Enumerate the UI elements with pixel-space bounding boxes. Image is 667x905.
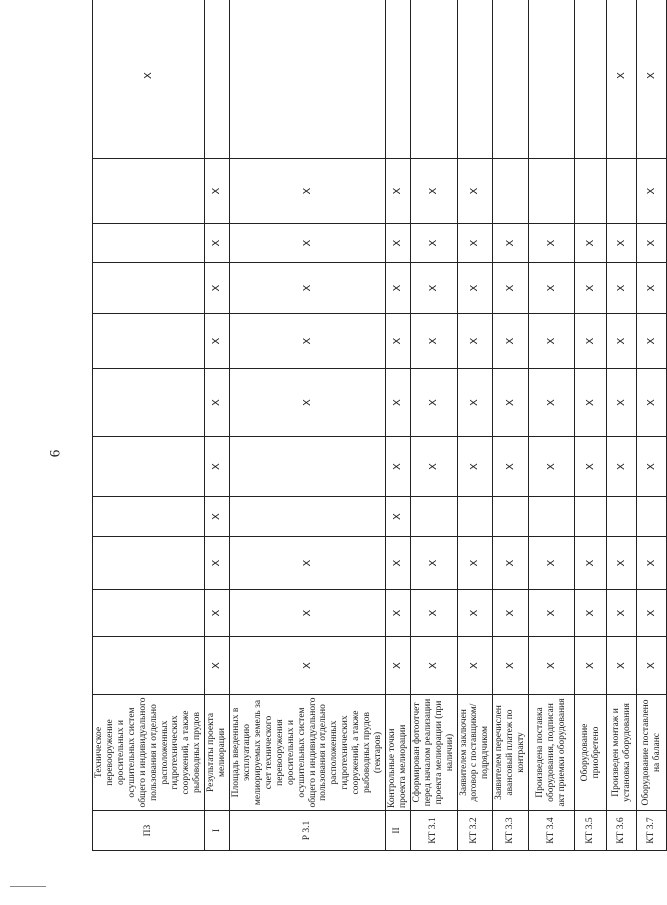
cross-mark: X — [211, 337, 223, 345]
cross-mark: X — [545, 284, 557, 292]
cross-mark: X — [504, 399, 516, 406]
cross-mark: X — [584, 399, 596, 406]
mark-cell — [457, 159, 493, 224]
mark-cell — [93, 314, 205, 369]
mark-cell — [230, 0, 386, 159]
mark-cell — [457, 369, 493, 437]
cross-mark: X — [301, 187, 313, 195]
row-code: КТ 3.1 — [410, 811, 457, 851]
mark-cell — [575, 637, 607, 695]
cross-mark: X — [545, 463, 557, 470]
cross-mark: X — [615, 609, 627, 617]
mark-cell — [493, 637, 529, 695]
mark-cell — [637, 159, 667, 224]
row-name: Оборудование приобретено — [575, 695, 607, 811]
cross-mark: X — [615, 72, 627, 79]
cross-mark: X — [211, 559, 223, 567]
cross-mark: X — [211, 284, 223, 292]
cross-mark: X — [392, 662, 404, 669]
mark-cell — [457, 437, 493, 497]
mark-cell — [230, 159, 386, 224]
mark-cell — [493, 537, 529, 590]
mark-cell — [575, 0, 607, 159]
mark-cell — [93, 437, 205, 497]
row-code: КТ 3.7 — [637, 811, 667, 851]
mark-cell — [410, 497, 457, 537]
row-name: Оборудование поставлено на баланс — [637, 695, 667, 811]
cross-mark: X — [211, 239, 223, 247]
mark-cell — [607, 437, 637, 497]
cross-mark: X — [504, 463, 516, 470]
cross-mark: X — [301, 609, 313, 617]
row-code: Р 3.1 — [230, 811, 386, 851]
row-code: КТ 3.4 — [529, 811, 575, 851]
cross-mark: X — [504, 559, 516, 567]
mark-cell — [205, 497, 230, 537]
mark-cell — [93, 590, 205, 637]
cross-mark: X — [211, 399, 223, 406]
table-row — [457, 0, 493, 851]
table-row — [575, 0, 607, 851]
mark-cell — [385, 369, 410, 437]
cross-mark: X — [427, 463, 439, 470]
row-code: КТ 3.3 — [493, 811, 529, 851]
cross-mark: X — [545, 662, 557, 669]
cross-mark: X — [584, 463, 596, 470]
mark-cell — [205, 263, 230, 314]
mark-cell — [637, 314, 667, 369]
page-number: 6 — [47, 449, 64, 458]
cross-mark: X — [427, 284, 439, 292]
mark-cell — [385, 263, 410, 314]
cross-mark: X — [142, 72, 154, 79]
mark-cell — [607, 537, 637, 590]
row-code: II — [385, 811, 410, 851]
table-row — [493, 0, 529, 851]
table-body — [93, 0, 667, 851]
cross-mark: X — [504, 239, 516, 247]
mark-cell — [385, 537, 410, 590]
mark-cell — [93, 637, 205, 695]
cross-mark: X — [615, 284, 627, 292]
cross-mark: X — [545, 399, 557, 406]
mark-cell — [93, 224, 205, 263]
mark-cell — [575, 497, 607, 537]
mark-cell — [410, 369, 457, 437]
cross-mark: X — [615, 399, 627, 406]
mark-cell — [457, 537, 493, 590]
mark-cell — [457, 314, 493, 369]
mark-cell — [493, 497, 529, 537]
table-row — [607, 0, 637, 851]
mark-cell — [529, 159, 575, 224]
mark-cell — [637, 0, 667, 159]
mark-cell — [529, 0, 575, 159]
mark-cell — [385, 497, 410, 537]
mark-cell — [637, 637, 667, 695]
row-name: Заявителем заключен договор с поставщиком/подрядчиком — [457, 695, 493, 811]
mark-cell — [205, 437, 230, 497]
mark-cell — [230, 497, 386, 537]
cross-mark: X — [645, 662, 657, 669]
cross-mark: X — [645, 399, 657, 406]
cross-mark: X — [504, 662, 516, 669]
row-code: ПЗ — [93, 811, 205, 851]
cross-mark: X — [301, 239, 313, 247]
mark-cell — [93, 159, 205, 224]
cross-mark: X — [645, 559, 657, 567]
mark-cell — [205, 369, 230, 437]
mark-cell — [607, 637, 637, 695]
mark-cell — [493, 159, 529, 224]
mark-cell — [385, 437, 410, 497]
mark-cell — [529, 437, 575, 497]
mark-cell — [410, 263, 457, 314]
mark-cell — [607, 497, 637, 537]
mark-cell — [385, 314, 410, 369]
cross-mark: X — [469, 609, 481, 617]
row-code: I — [205, 811, 230, 851]
mark-cell — [230, 437, 386, 497]
cross-mark: X — [211, 513, 223, 520]
mark-cell — [410, 637, 457, 695]
mark-cell — [457, 497, 493, 537]
table-row — [410, 0, 457, 851]
cross-mark: X — [469, 559, 481, 567]
mark-cell — [385, 637, 410, 695]
mark-cell — [529, 369, 575, 437]
table-row — [529, 0, 575, 851]
cross-mark: X — [469, 662, 481, 669]
mark-cell — [93, 263, 205, 314]
cross-mark: X — [645, 609, 657, 617]
mark-cell — [607, 369, 637, 437]
mark-cell — [607, 159, 637, 224]
cross-mark: X — [545, 337, 557, 345]
cross-mark: X — [645, 239, 657, 247]
row-name: Результаты проекта мелиорации — [205, 695, 230, 811]
cross-mark: X — [392, 463, 404, 470]
cross-mark: X — [469, 463, 481, 470]
mark-cell — [607, 590, 637, 637]
mark-cell — [637, 590, 667, 637]
mark-cell — [385, 0, 410, 159]
mark-cell — [457, 224, 493, 263]
mark-cell — [410, 159, 457, 224]
row-name: Площадь введенных в эксплуатацию мелиорируемых земель за счет технического перевооружения оросительных и осушительных систем общего и индивидуального пользования и отдельно расположенных гидротехнических сооружений, а также рыбоводных прудов (гектаров) — [230, 695, 386, 811]
mark-cell — [205, 0, 230, 159]
mark-cell — [529, 537, 575, 590]
rotated-table-frame — [92, 33, 662, 851]
mark-cell — [205, 159, 230, 224]
mark-cell — [230, 369, 386, 437]
mark-cell — [493, 590, 529, 637]
mark-cell — [205, 537, 230, 590]
row-name: Заявителем перечислен авансовый платеж по контракту — [493, 695, 529, 811]
mark-cell — [607, 314, 637, 369]
mark-cell — [637, 497, 667, 537]
mark-cell — [410, 314, 457, 369]
mark-cell — [410, 0, 457, 159]
cross-mark: X — [469, 284, 481, 292]
mark-cell — [457, 637, 493, 695]
cross-mark: X — [211, 662, 223, 669]
cross-mark: X — [427, 337, 439, 345]
cross-mark: X — [392, 513, 404, 520]
mark-cell — [230, 537, 386, 590]
mark-cell — [575, 437, 607, 497]
cross-mark: X — [301, 559, 313, 567]
cross-mark: X — [469, 337, 481, 345]
mark-cell — [230, 637, 386, 695]
mark-cell — [637, 224, 667, 263]
cross-mark: X — [615, 239, 627, 247]
mark-cell — [410, 590, 457, 637]
cross-mark: X — [301, 284, 313, 292]
mark-cell — [205, 224, 230, 263]
row-code: КТ 3.6 — [607, 811, 637, 851]
mark-cell — [529, 497, 575, 537]
mark-cell — [385, 159, 410, 224]
mark-cell — [607, 0, 637, 159]
mark-cell — [457, 263, 493, 314]
table-row — [385, 0, 410, 851]
row-name: Произведена поставка оборудования, подписан акт приемки оборудования — [529, 695, 575, 811]
cross-mark: X — [301, 662, 313, 669]
mark-cell — [575, 314, 607, 369]
mark-cell — [205, 314, 230, 369]
scan-edge-mark — [10, 886, 46, 887]
mark-cell — [637, 369, 667, 437]
mark-cell — [493, 369, 529, 437]
mark-cell — [230, 263, 386, 314]
cross-mark: X — [504, 337, 516, 345]
cross-mark: X — [427, 662, 439, 669]
cross-mark: X — [427, 399, 439, 406]
cross-mark: X — [301, 399, 313, 406]
mark-cell — [385, 224, 410, 263]
mark-cell — [230, 314, 386, 369]
mark-cell — [575, 537, 607, 590]
mark-cell — [493, 263, 529, 314]
schedule-table — [92, 0, 667, 851]
mark-cell — [457, 590, 493, 637]
cross-mark: X — [504, 609, 516, 617]
mark-cell — [410, 437, 457, 497]
mark-cell — [205, 590, 230, 637]
mark-cell — [205, 637, 230, 695]
mark-cell — [575, 369, 607, 437]
cross-mark: X — [645, 187, 657, 195]
mark-cell — [93, 537, 205, 590]
table-row — [637, 0, 667, 851]
cross-mark: X — [645, 72, 657, 79]
mark-cell — [385, 590, 410, 637]
mark-cell — [93, 497, 205, 537]
cross-mark: X — [301, 337, 313, 345]
mark-cell — [607, 263, 637, 314]
cross-mark: X — [427, 559, 439, 567]
mark-cell — [529, 314, 575, 369]
mark-cell — [410, 224, 457, 263]
cross-mark: X — [469, 239, 481, 247]
mark-cell — [93, 0, 205, 159]
mark-cell — [230, 590, 386, 637]
mark-cell — [575, 590, 607, 637]
cross-mark: X — [645, 337, 657, 345]
row-name: Произведен монтаж и установка оборудования — [607, 695, 637, 811]
mark-cell — [410, 537, 457, 590]
cross-mark: X — [545, 559, 557, 567]
cross-mark: X — [427, 609, 439, 617]
cross-mark: X — [545, 609, 557, 617]
cross-mark: X — [645, 463, 657, 470]
mark-cell — [637, 437, 667, 497]
cross-mark: X — [584, 609, 596, 617]
cross-mark: X — [645, 284, 657, 292]
mark-cell — [493, 0, 529, 159]
cross-mark: X — [584, 337, 596, 345]
mark-cell — [575, 263, 607, 314]
table-row — [205, 0, 230, 851]
cross-mark: X — [392, 187, 404, 195]
table-row — [230, 0, 386, 851]
mark-cell — [457, 0, 493, 159]
row-name: Сформирован фотоотчет перед началом реализации проекта мелиорации (при наличии) — [410, 695, 457, 811]
mark-cell — [529, 637, 575, 695]
row-name: Контрольные точки проекта мелиорации — [385, 695, 410, 811]
table-row — [93, 0, 205, 851]
cross-mark: X — [615, 662, 627, 669]
cross-mark: X — [427, 187, 439, 195]
cross-mark: X — [392, 399, 404, 406]
cross-mark: X — [392, 239, 404, 247]
mark-cell — [493, 314, 529, 369]
row-name: Техническое перевооружение оросительных и осушительных систем общего и индивидуального пользования и отдельно расположенных гидротехнических сооружений, а также рыбоводных прудов — [93, 695, 205, 811]
mark-cell — [493, 224, 529, 263]
mark-cell — [637, 263, 667, 314]
row-code: КТ 3.5 — [575, 811, 607, 851]
mark-cell — [575, 159, 607, 224]
cross-mark: X — [392, 284, 404, 292]
rotated-table-container — [92, 33, 662, 851]
mark-cell — [529, 263, 575, 314]
cross-mark: X — [504, 284, 516, 292]
cross-mark: X — [392, 337, 404, 345]
row-code: КТ 3.2 — [457, 811, 493, 851]
cross-mark: X — [615, 559, 627, 567]
mark-cell — [230, 224, 386, 263]
cross-mark: X — [211, 463, 223, 470]
cross-mark: X — [584, 662, 596, 669]
cross-mark: X — [469, 399, 481, 406]
mark-cell — [607, 224, 637, 263]
cross-mark: X — [392, 609, 404, 617]
cross-mark: X — [469, 187, 481, 195]
mark-cell — [93, 369, 205, 437]
cross-mark: X — [392, 559, 404, 567]
mark-cell — [529, 224, 575, 263]
cross-mark: X — [615, 463, 627, 470]
cross-mark: X — [545, 239, 557, 247]
cross-mark: X — [427, 239, 439, 247]
cross-mark: X — [584, 559, 596, 567]
cross-mark: X — [615, 337, 627, 345]
cross-mark: X — [584, 284, 596, 292]
mark-cell — [575, 224, 607, 263]
cross-mark: X — [211, 187, 223, 195]
cross-mark: X — [584, 239, 596, 247]
mark-cell — [637, 537, 667, 590]
mark-cell — [529, 590, 575, 637]
cross-mark: X — [211, 609, 223, 617]
mark-cell — [493, 437, 529, 497]
